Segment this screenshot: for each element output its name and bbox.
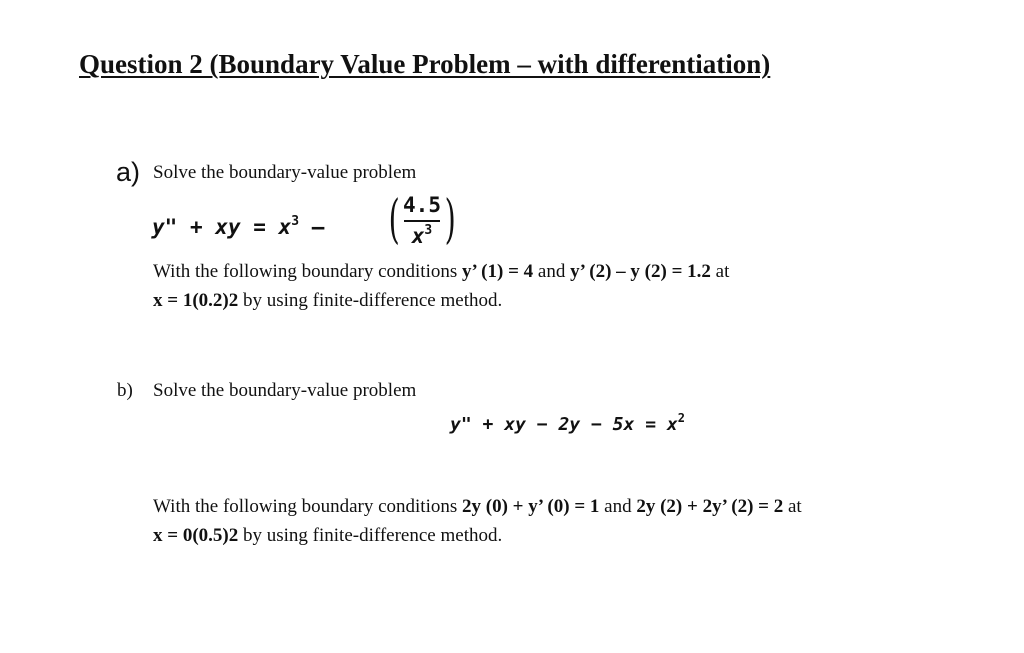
part-b-cond-post: at	[783, 496, 802, 517]
part-a-equation-lhs	[152, 214, 324, 239]
fraction-denominator	[402, 223, 442, 248]
part-b-cond1: 2y (0) + y’ (0) = 1	[462, 496, 600, 517]
part-b-label: b)	[117, 380, 133, 401]
eq-b-equals: =	[645, 414, 657, 435]
eq-a-xy: xy	[215, 215, 241, 239]
fraction-den-x: x	[411, 224, 425, 248]
left-paren: (	[388, 190, 400, 250]
eq-b-minus2: −	[590, 414, 602, 435]
fraction-bar	[404, 220, 440, 222]
part-a-grid: x = 1(0.2)2	[153, 290, 239, 311]
part-b-cond2: 2y (2) + 2y’ (2) = 2	[636, 496, 784, 517]
eq-b-exponent: 2	[677, 411, 685, 425]
part-a-cond1: y’ (1) = 4	[462, 261, 534, 282]
eq-b-double-prime: "	[460, 414, 472, 435]
eq-b-x: x	[666, 414, 678, 435]
part-a-conditions-line2	[153, 290, 502, 312]
eq-a-minus: –	[311, 215, 325, 239]
part-a-method: by using finite-difference method.	[238, 290, 503, 311]
part-b-equation	[450, 411, 685, 435]
part-a-cond-pre: With the following boundary conditions	[153, 261, 463, 282]
eq-a-double-prime: "	[164, 215, 178, 239]
part-b-cond-mid: and	[599, 496, 637, 517]
part-b-prompt: Solve the boundary-value problem	[153, 380, 417, 401]
part-a-cond-mid: and	[533, 261, 571, 282]
eq-a-equals: =	[253, 215, 266, 239]
right-paren: )	[444, 190, 456, 250]
eq-a-exponent: 3	[291, 214, 300, 229]
fraction-den-exponent: 3	[424, 223, 433, 238]
eq-b-y: y	[450, 414, 461, 435]
eq-a-plus: +	[189, 215, 203, 239]
eq-b-plus: +	[482, 414, 494, 435]
part-b-grid: x = 0(0.5)2	[153, 525, 239, 546]
eq-a-y: y	[152, 215, 165, 239]
part-a-label: a)	[116, 157, 141, 187]
part-b-conditions-line1	[153, 496, 802, 518]
part-b-conditions-line2	[153, 525, 502, 547]
part-a-prompt: Solve the boundary-value problem	[153, 162, 417, 183]
eq-b-5x: 5x	[612, 414, 635, 435]
part-a-cond2: y’ (2) – y (2) = 1.2	[570, 261, 711, 282]
eq-a-x: x	[278, 215, 292, 239]
part-b-method: by using finite-difference method.	[238, 525, 503, 546]
part-b-cond-pre: With the following boundary conditions	[153, 496, 463, 517]
part-a-cond-post: at	[710, 261, 730, 282]
part-a-conditions-line1	[153, 261, 729, 283]
page-title: Question 2 (Boundary Value Problem – with differentiation)	[79, 49, 771, 79]
eq-b-xy: xy	[504, 414, 526, 435]
eq-b-2y: 2y	[558, 414, 581, 435]
part-a-fraction	[384, 190, 464, 256]
eq-b-minus1: −	[536, 414, 548, 435]
fraction-numerator: 4.5	[403, 193, 441, 217]
